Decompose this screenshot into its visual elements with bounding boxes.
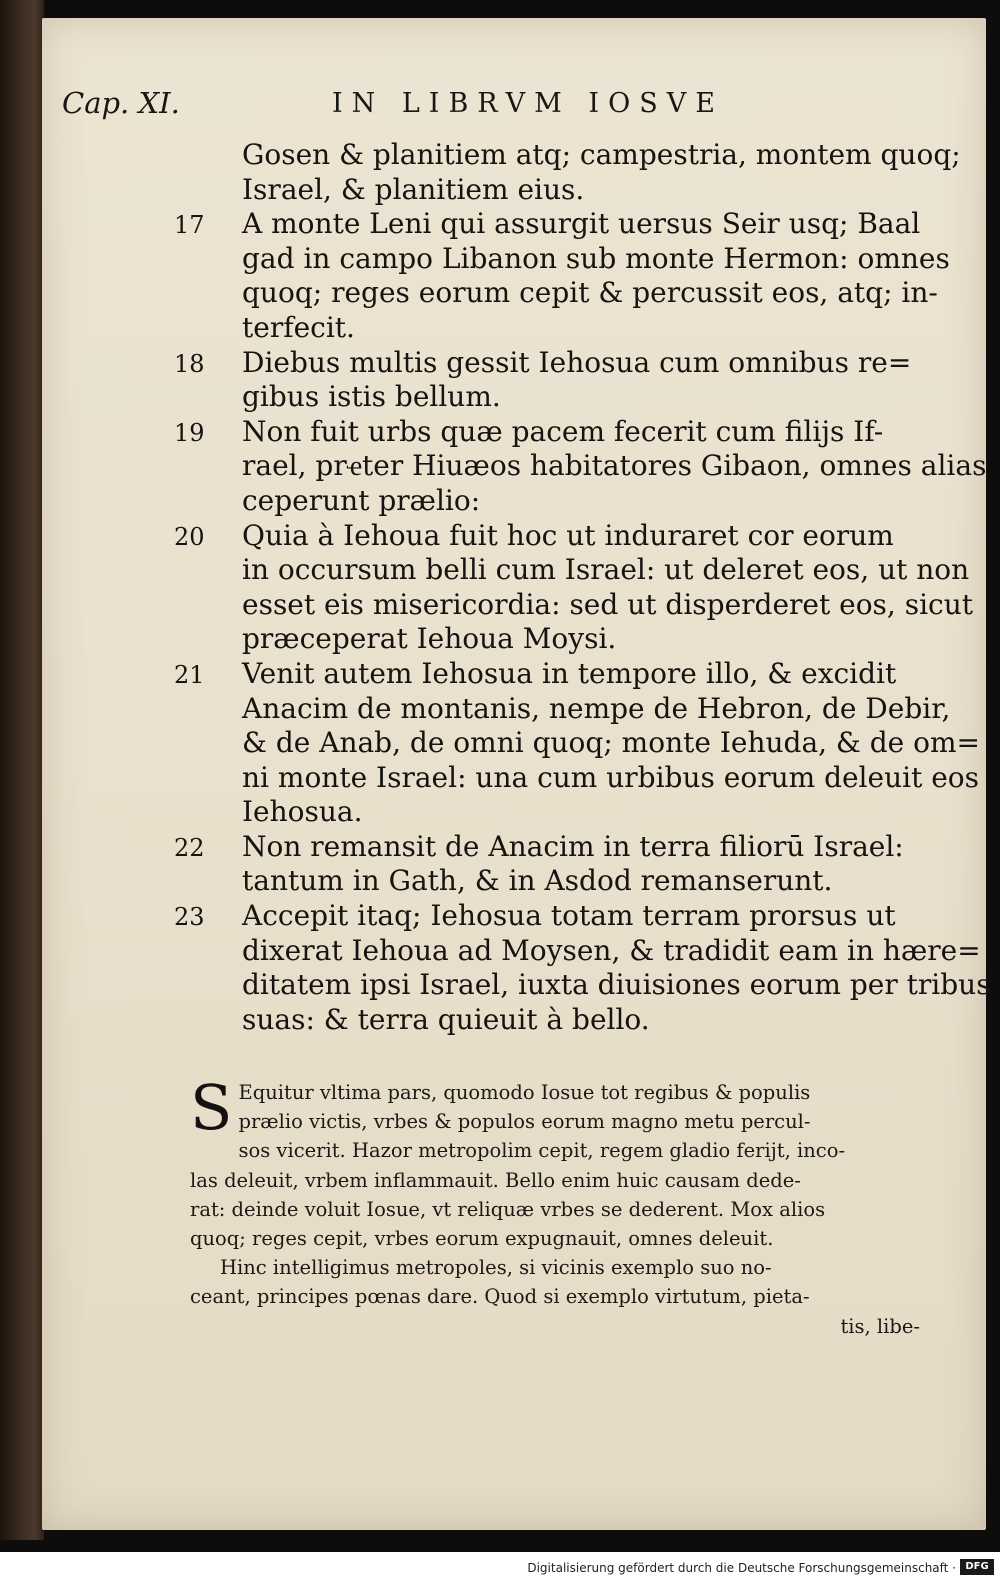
text-line — [242, 795, 1000, 830]
verse-text: ditatem ipsi Israel, iuxta diuisiones eorum per tribus — [242, 968, 991, 1002]
text-line — [242, 692, 1000, 727]
verse-number: 22 — [174, 833, 205, 862]
verse-text: Venit autem Iehosua in tempore illo, & excidit — [242, 656, 897, 690]
verse-text: Quia à Iehoua fuit hoc ut induraret cor eorum — [242, 518, 894, 552]
verse-number: 20 — [174, 522, 205, 551]
verse-text: præceperat Iehoua Moysi. — [242, 622, 617, 656]
verse-text: Anacim de montanis, nempe de Hebron, de Debir, — [242, 691, 951, 725]
verse-number: 17 — [174, 211, 205, 240]
text-line — [242, 761, 1000, 796]
verse-text: Non remansit de Anacim in terra filiorū Israel: — [242, 829, 904, 863]
verse-text: A monte Leni qui assurgit uersus Seir usq; Baal — [242, 207, 921, 241]
commentary-line: ceant, principes pœnas dare. Quod si exemplo virtutum, pieta- — [190, 1285, 810, 1309]
chapter-label: Cap. XI. — [62, 86, 180, 120]
text-line — [174, 415, 1000, 450]
verse-text: quoq; reges eorum cepit & percussit eos, atq; in- — [242, 276, 938, 310]
verse-text: ni monte Israel: una cum urbibus eorum deleuit eos — [242, 760, 980, 794]
text-line — [242, 726, 1000, 761]
verse-text: Diebus multis gessit Iehosua cum omnibus re= — [242, 345, 912, 379]
verse-text: suas: & terra quieuit à bello. — [242, 1002, 650, 1036]
verse-text: Gosen & planitiem atq; campestria, montem quoq; — [242, 138, 961, 171]
verse-text: Accepit itaq; Iehosua totam terram prorsus ut — [242, 899, 896, 933]
commentary-block — [190, 1071, 930, 1341]
commentary-line: sos vicerit. Hazor metropolim cepit, regem gladio ferijt, inco- — [238, 1139, 846, 1163]
verse-text: rael, prҽter Hiuæos habitatores Gibaon, omnes alias — [242, 449, 987, 483]
text-line — [242, 173, 1000, 208]
verse-text: & de Anab, de omni quoq; monte Iehuda, & de om= — [242, 726, 981, 760]
text-line — [242, 138, 1000, 173]
verse-text: Non fuit urbs quæ pacem fecerit cum filijs If- — [242, 414, 884, 448]
running-header — [62, 82, 802, 132]
verse-text: esset eis misericordia: sed ut disperderet eos, sicut — [242, 587, 974, 621]
drop-cap: S — [190, 1071, 233, 1144]
commentary-line: Equitur vltima pars, quomodo Iosue tot regibus & populis — [238, 1081, 811, 1104]
text-line — [174, 899, 1000, 934]
book-spine-edge — [0, 0, 44, 1540]
text-line — [174, 519, 1000, 554]
text-line — [242, 449, 1000, 484]
verse-text: tantum in Gath, & in Asdod remanserunt. — [242, 864, 833, 898]
commentary-line: las deleuit, vrbem inflammauit. Bello enim huic causam dede- — [190, 1168, 801, 1192]
verse-text: Israel, & planitiem eius. — [242, 172, 585, 206]
verse-number: 23 — [174, 903, 205, 932]
text-line — [242, 864, 1000, 899]
verse-text: gad in campo Libanon sub monte Hermon: omnes — [242, 241, 950, 275]
text-line — [242, 588, 1000, 623]
verse-number: 19 — [174, 418, 205, 447]
scripture-text — [174, 138, 1000, 1037]
text-line — [242, 276, 1000, 311]
text-line — [242, 968, 1000, 1003]
verse-text: in occursum belli cum Israel: ut deleret eos, ut non — [242, 553, 970, 587]
footer-credit: Digitalisierung gefördert durch die Deutsche Forschungsgemeinschaft · — [527, 1561, 956, 1575]
commentary-line: prælio victis, vrbes & populos eorum magno metu percul- — [238, 1110, 811, 1134]
catchword: tis, libe- — [840, 1314, 920, 1338]
verse-number: 18 — [174, 349, 205, 378]
verse-number: 21 — [174, 660, 205, 689]
verse-text: dixerat Iehoua ad Moysen, & tradidit eam in hære= — [242, 933, 981, 967]
text-line — [174, 346, 1000, 381]
text-line — [242, 484, 1000, 519]
text-line — [174, 207, 1000, 242]
text-line — [174, 657, 1000, 692]
text-line — [242, 934, 1000, 969]
text-line — [242, 622, 1000, 657]
text-line — [242, 311, 1000, 346]
text-line — [242, 553, 1000, 588]
text-line — [242, 380, 1000, 415]
verse-text: ceperunt prælio: — [242, 483, 481, 517]
digitization-footer — [0, 1552, 1000, 1585]
text-line — [242, 1003, 1000, 1038]
verse-text: terfecit. — [242, 310, 355, 344]
commentary-line: rat: deinde voluit Iosue, vt reliquæ vrbes se dederent. Mox alios — [190, 1197, 826, 1221]
running-title: IN LIBRVM IOSVE — [332, 88, 724, 119]
commentary-line: Hinc intelligimus metropoles, si vicinis exemplo suo no- — [220, 1256, 772, 1280]
verse-text: Iehosua. — [242, 795, 363, 829]
dfg-logo: DFG — [960, 1559, 994, 1575]
verse-text: gibus istis bellum. — [242, 380, 501, 414]
text-line — [174, 830, 1000, 865]
commentary-line: quoq; reges cepit, vrbes eorum expugnauit, omnes deleuit. — [190, 1226, 774, 1250]
text-line — [242, 242, 1000, 277]
